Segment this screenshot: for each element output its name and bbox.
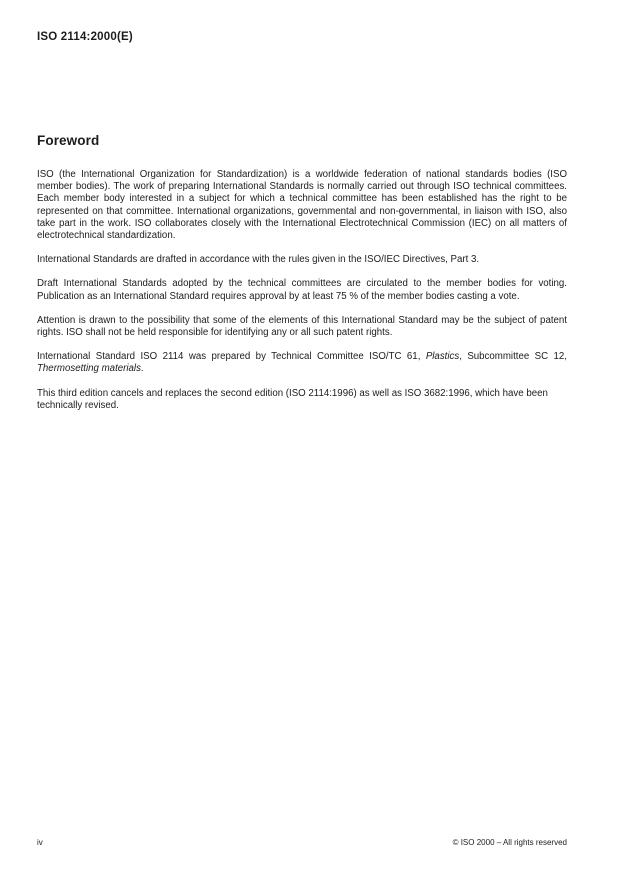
document-reference: ISO 2114:2000(E) xyxy=(37,31,133,43)
paragraph xyxy=(37,388,567,412)
section-title: Foreword xyxy=(37,133,100,148)
document-header xyxy=(37,31,133,43)
document-footer xyxy=(37,838,567,847)
text-run: ISO (the International Organization for Standardization) is a worldwide federation of national standards bodies (ISO member bodies). The work of preparing International Standards is normally carried out through ISO technical committees. Each member body interested in a subject for which a technical committee has been established has the right to be represented on that committee. International organizations, governmental and non-governmental, in liaison with ISO, also take part in the work. ISO collaborates closely with the International Electrotechnical Commission (IEC) on all matters of electrotechnical standardization. xyxy=(37,169,567,242)
paragraph xyxy=(37,278,567,302)
paragraph xyxy=(37,169,567,242)
text-run: International Standards are drafted in accordance with the rules given in the ISO/IEC Directives, Part 3. xyxy=(37,254,480,266)
text-run: Attention is drawn to the possibility that some of the elements of this International Standard may be the subject of patent rights. ISO shall not be held responsible for identifying any or all such patent rights. xyxy=(37,314,567,339)
foreword-body xyxy=(37,169,567,424)
paragraph xyxy=(37,315,567,339)
italic-text-run: Thermosetting materials xyxy=(37,363,141,375)
text-run: This third edition cancels and replaces the second edition (ISO 2114:1996) as well as ISO 3682:1996, which have been technically revised. xyxy=(37,387,548,411)
paragraph xyxy=(37,351,567,375)
text-run: Draft International Standards adopted by the technical committees are circulated to the member bodies for voting. Publication as an International Standard requires approval by at least 75 % of the member bodies casting a vote. xyxy=(37,278,567,302)
page-number: iv xyxy=(37,838,43,847)
text-run: International Standard ISO 2114 was prepared by Technical Committee ISO/TC 61, xyxy=(37,351,426,363)
italic-text-run: Plastics xyxy=(425,351,460,363)
text-run: . xyxy=(140,363,144,375)
text-run: , Subcommittee SC 12, xyxy=(459,351,567,363)
paragraph xyxy=(37,254,567,266)
copyright-notice: © ISO 2000 – All rights reserved xyxy=(452,838,567,847)
